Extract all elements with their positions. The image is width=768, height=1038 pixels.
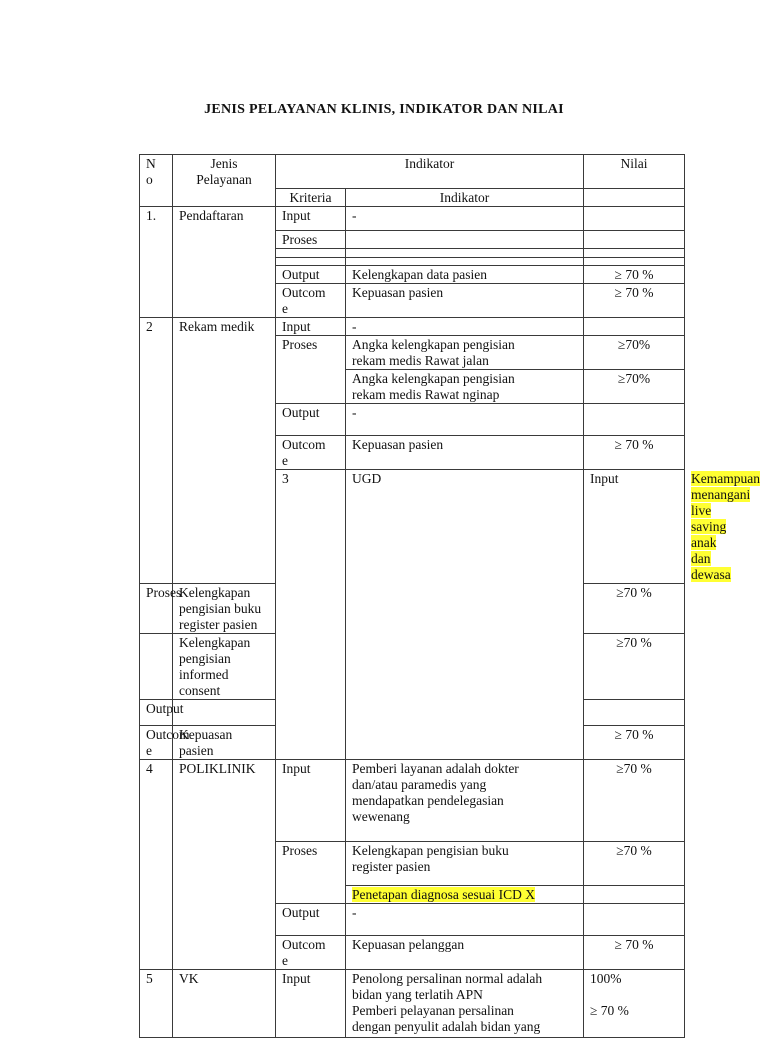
criteria-outcome: Outcom e [276,284,346,318]
criteria-input: Input [276,760,346,842]
criteria-input: Input [584,470,685,584]
value-cell [584,258,685,266]
indicator-cell: Kepuasan pasien [346,284,584,318]
indicator-cell: Kepuasan pelanggan [346,936,584,970]
value-cell: ≥ 70 % [584,726,685,760]
value-cell: ≥70 % [584,842,685,886]
criteria-output: Output [140,700,173,726]
criteria-proses: Proses [140,584,173,634]
criteria-proses: Proses [276,842,346,904]
header-jenis-pelayanan: Jenis Pelayanan [173,155,276,207]
table-row [140,318,685,336]
subheader-kriteria: Kriteria [276,189,346,207]
row-no: 5 [140,970,173,1038]
value-cell [584,207,685,231]
row-jenis: Rekam medik [173,318,276,584]
indicator-cell: - [346,318,584,336]
value-cell [584,904,685,936]
table-row [140,970,685,1038]
indicator-cell [346,258,584,266]
criteria-output: Output [276,404,346,436]
indicator-cell: Penolong persalinan normal adalah bidan yang terlatih APN Pemberi pelayanan persalinan dengan penyulit adalah bidan yang [346,970,584,1038]
indicator-cell [346,231,584,249]
criteria-outcome: Outcom e [140,726,173,760]
table-header-row [140,155,685,189]
row-jenis: UGD [346,470,584,760]
row-jenis: Pendaftaran [173,207,276,318]
row-jenis: VK [173,970,276,1038]
value-cell [584,404,685,436]
criteria-input: Input [276,970,346,1038]
criteria-output: Output [276,266,346,284]
indicator-cell [346,249,584,258]
criteria-input: Input [276,207,346,231]
subheader-nilai-empty [584,189,685,207]
value-cell: ≥70 % [584,634,685,700]
value-cell: ≥ 70 % [584,284,685,318]
highlighted-text: Kemampuan menangani live saving [691,471,760,534]
value-cell: 100% ≥ 70 % [584,970,685,1038]
row-jenis: POLIKLINIK [173,760,276,970]
value-cell: ≥ 70 % [584,266,685,284]
row-no: 1. [140,207,173,318]
criteria-output: Output [276,904,346,936]
table-row [140,207,685,231]
criteria-proses: Proses [276,231,346,249]
highlighted-text: anak dan dewasa [691,535,731,582]
value-cell: ≥70 % [584,584,685,634]
criteria-outcome: Outcom e [276,936,346,970]
indicator-cell: Kelengkapan pengisian buku register pasien [346,842,584,886]
criteria-outcome: Outcom e [276,436,346,470]
header-no: N o [140,155,173,207]
table-row [140,760,685,842]
indicator-cell: Kepuasan pasien [173,726,276,760]
indicator-cell: Kepuasan pasien [346,436,584,470]
subheader-indikator: Indikator [346,189,584,207]
criteria-empty [140,634,173,700]
indicator-table [139,154,760,1038]
criteria-input: Input [276,318,346,336]
indicator-cell: Pemberi layanan adalah dokter dan/atau paramedis yang mendapatkan pendelegasian wewenang [346,760,584,842]
document-title: JENIS PELAYANAN KLINIS, INDIKATOR DAN NILAI [204,102,564,117]
value-cell: ≥ 70 % [584,936,685,970]
indicator-cell: - [346,207,584,231]
value-cell [584,231,685,249]
criteria-proses: Proses [276,336,346,404]
indicator-cell: Kelengkapan data pasien [346,266,584,284]
header-nilai: Nilai [584,155,685,189]
value-cell: ≥70% [584,336,685,370]
row-no: 4 [140,760,173,970]
indicator-cell: Kelengkapan pengisian informed consent [173,634,276,700]
value-cell [584,700,685,726]
criteria-empty [276,258,346,266]
indicator-cell: Angka kelengkapan pengisian rekam medis Rawat jalan [346,336,584,370]
value-cell: ≥70 % [584,760,685,842]
header-indikator: Indikator [276,155,584,189]
criteria-empty [276,249,346,258]
row-no: 3 [276,470,346,760]
value-cell [584,318,685,336]
indicator-cell [346,886,584,904]
indicator-cell: Angka kelengkapan pengisian rekam medis Rawat nginap [346,370,584,404]
value-cell: ≥70% [584,370,685,404]
indicator-cell [173,700,276,726]
indicator-cell: Kelengkapan pengisian buku register pasien [173,584,276,634]
indicator-cell: - [346,904,584,936]
value-cell: ≥ 70 % [584,436,685,470]
indicator-cell: - [346,404,584,436]
value-cell [584,249,685,258]
value-cell [584,886,685,904]
row-no: 2 [140,318,173,584]
highlighted-text: Penetapan diagnosa sesuai ICD X [352,887,535,902]
